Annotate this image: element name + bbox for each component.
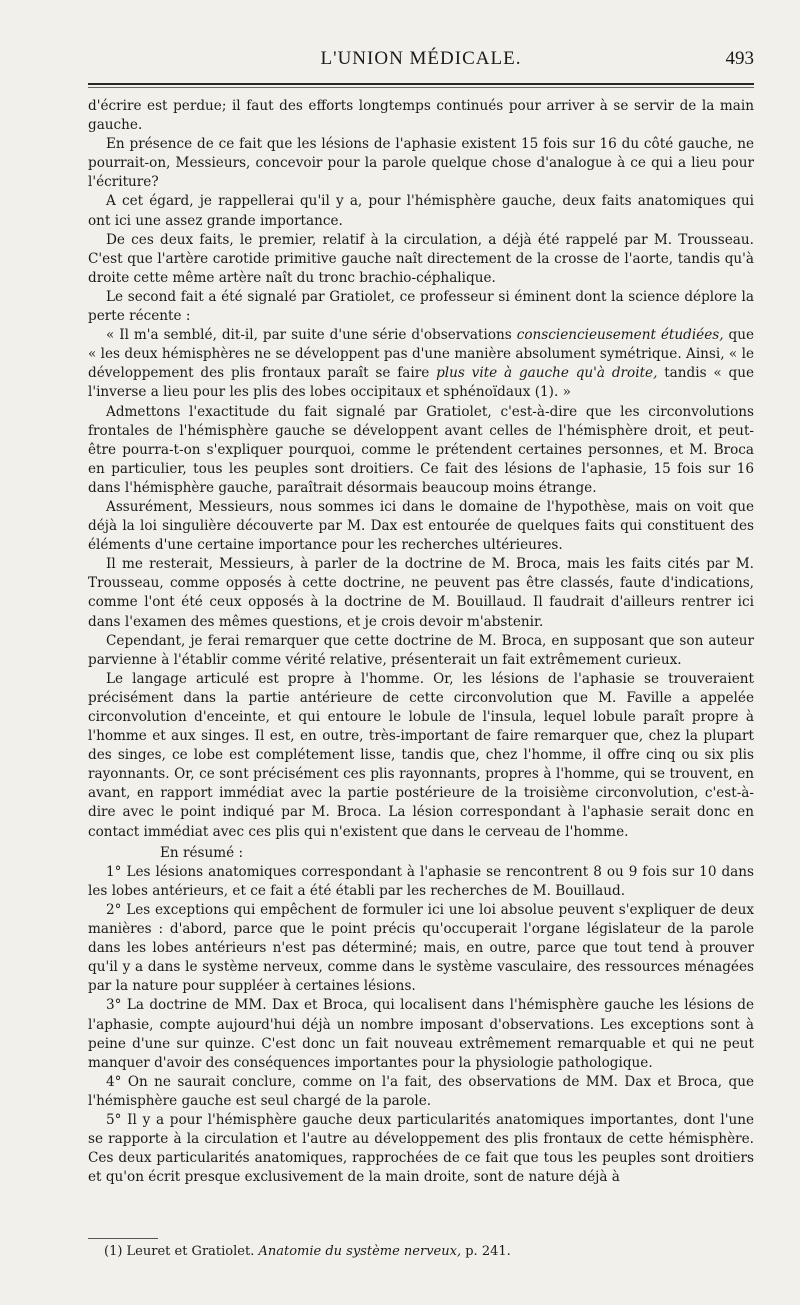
- paragraph: En présence de ce fait que les lésions de l'aphasie existent 15 fois sur 16 du côté gauche, ne pourrait-on, Messieurs, concevoir pour la parole quelque chose d'analogue à ce qui a lieu pour l'écriture?: [88, 136, 754, 191]
- quote-italic: consciencieusement étudiées,: [516, 327, 724, 344]
- summary-heading: En résumé :: [160, 844, 244, 861]
- quote-italic: plus vite à gauche qu'à droite,: [436, 365, 658, 382]
- summary-point: 4° On ne saurait conclure, comme on l'a fait, des observations de MM. Dax et Broca, que l'hémisphère gauche est seul chargé de la parole.: [88, 1073, 754, 1109]
- summary-point: 5° Il y a pour l'hémisphère gauche deux particularités anatomiques importantes, dont l'une se rapporte à la circulation et l'autre au développement des plis frontaux de cette hémisphère. Ces deux particularités anatomiques, rapprochées de ce fait que tous les peuples sont droitiers et qu'on écrit presque exclusivement de la main droite, sont de nature déjà à: [88, 1111, 754, 1186]
- footnote: [104, 1243, 744, 1261]
- header-rule-thin: [88, 87, 754, 88]
- page-number: 493: [725, 48, 754, 69]
- page-header: [88, 48, 754, 74]
- paragraph: A cet égard, je rappellerai qu'il y a, pour l'hémisphère gauche, deux faits anatomiques qui ont ici une assez grande importance.: [88, 193, 754, 229]
- footnote-rule: [88, 1238, 158, 1239]
- footnote-italic: Anatomie du système nerveux,: [258, 1244, 462, 1259]
- paragraph: Admettons l'exactitude du fait signalé par Gratiolet, c'est-à-dire que les circonvolutions frontales de l'hémisphère gauche se développent avant celles de l'hémisphère droit, et peut-être pourra-t-on s'expliquer pourquoi, comme le prétendent certaines personnes, et M. Broca en particulier, tous les peuples sont droitiers. Ce fait des lésions de l'aphasie, 15 fois sur 16 dans l'hémisphère gauche, paraîtrait désormais beaucoup moins étrange.: [88, 403, 754, 496]
- summary-point: 2° Les exceptions qui empêchent de formuler ici une loi absolue peuvent s'expliquer de deux manières : d'abord, parce que le point précis qu'occuperait l'organe législateur de la parole dans les lobes antérieurs n'est pas déterminé; mais, en outre, parce que tout tend à prouver qu'il y a dans le système nerveux, comme dans le système vasculaire, des ressources ménagées par la nature pour suppléer à certaines lésions.: [88, 901, 754, 995]
- paragraph: Cependant, je ferai remarquer que cette doctrine de M. Broca, en supposant que son auteur parvienne à l'établir comme vérité relative, présenterait un fait extrêmement curieux.: [88, 632, 754, 668]
- paragraph: De ces deux faits, le premier, relatif à la circulation, a déjà été rappelé par M. Trousseau. C'est que l'artère carotide primitive gauche naît directement de la crosse de l'aorte, tandis qu'à droite cette même artère naît du tronc brachio-céphalique.: [88, 231, 754, 286]
- quote-text: tandis « que l'inverse a lieu pour les plis des lobes occipitaux et sphénoïdaux (1). »: [88, 365, 755, 401]
- quote-text: que « les deux hémisphères ne se développent pas d'une manière absolument symétrique. Ainsi, « le développement des plis frontaux paraît se faire: [88, 327, 754, 382]
- summary-point: 3° La doctrine de MM. Dax et Broca, qui localisent dans l'hémisphère gauche les lésions de l'aphasie, compte aujourd'hui déjà un nombre imposant d'observations. Les exceptions sont à peine d'une sur quinze. C'est donc un fait nouveau extrêmement remarquable et qui ne peut manquer d'avoir des conséquences importantes pour la physiologie pathologique.: [88, 997, 754, 1071]
- body-text: [88, 97, 754, 1187]
- paragraph: Le langage articulé est propre à l'homme. Or, les lésions de l'aphasie se trouveraient précisément dans la partie antérieure de cette circonvolution que M. Faville a appelée circonvolution d'enceinte, et qui entoure le lobule de l'insula, lequel lobule paraît propre à l'homme et aux singes. Il est, en outre, très-important de faire remarquer que, chez la plupart des singes, ce lobe est complétement lisse, tandis que, chez l'homme, il offre cinq ou six plis rayonnants. Or, ce sont précisément ces plis rayonnants, propres à l'homme, qui se trouvent, en avant, en rapport immédiat avec la partie postérieure de la troisième circonvolution, c'est-à-dire avec le point indiqué par M. Broca. La lésion correspondant à l'aphasie serait donc en contact immédiat avec ces plis qui n'existent que dans le cerveau de l'homme.: [88, 670, 754, 840]
- footnote-text: (1) Leuret et Gratiolet.: [104, 1244, 259, 1259]
- footnote-text: p. 241.: [461, 1244, 511, 1259]
- paragraph: d'écrire est perdue; il faut des efforts longtemps continués pour arriver à se servir de la main gauche.: [88, 98, 754, 134]
- paragraph: Il me resterait, Messieurs, à parler de la doctrine de M. Broca, mais les faits cités par M. Trousseau, comme opposés à cette doctrine, ne peuvent pas être classés, faute d'indications, comme l'ont été ceux opposés à la doctrine de M. Bouillaud. Il faudrait d'ailleurs rentrer ici dans l'examen des mêmes questions, et je crois devoir m'abstenir.: [88, 556, 754, 630]
- gratiolet-quote: [88, 326, 754, 402]
- paragraph: Assurément, Messieurs, nous sommes ici dans le domaine de l'hypothèse, mais on voit que déjà la loi singulière découverte par M. Dax est entourée de quelques faits qui constituent des éléments d'une certaine importance pour les recherches ultérieures.: [88, 498, 754, 554]
- summary-point: 1° Les lésions anatomiques correspondant à l'aphasie se rencontrent 8 ou 9 fois sur 10 dans les lobes antérieurs, et ce fait a été établi par les recherches de M. Bouillaud.: [88, 863, 754, 899]
- quote-text: « Il m'a semblé, dit-il, par suite d'une série d'observations: [106, 327, 517, 344]
- paragraph: Le second fait a été signalé par Gratiolet, ce professeur si éminent dont la science déplore la perte récente :: [88, 288, 754, 325]
- running-title: L'UNION MÉDICALE.: [320, 48, 522, 69]
- header-rule: [88, 83, 754, 85]
